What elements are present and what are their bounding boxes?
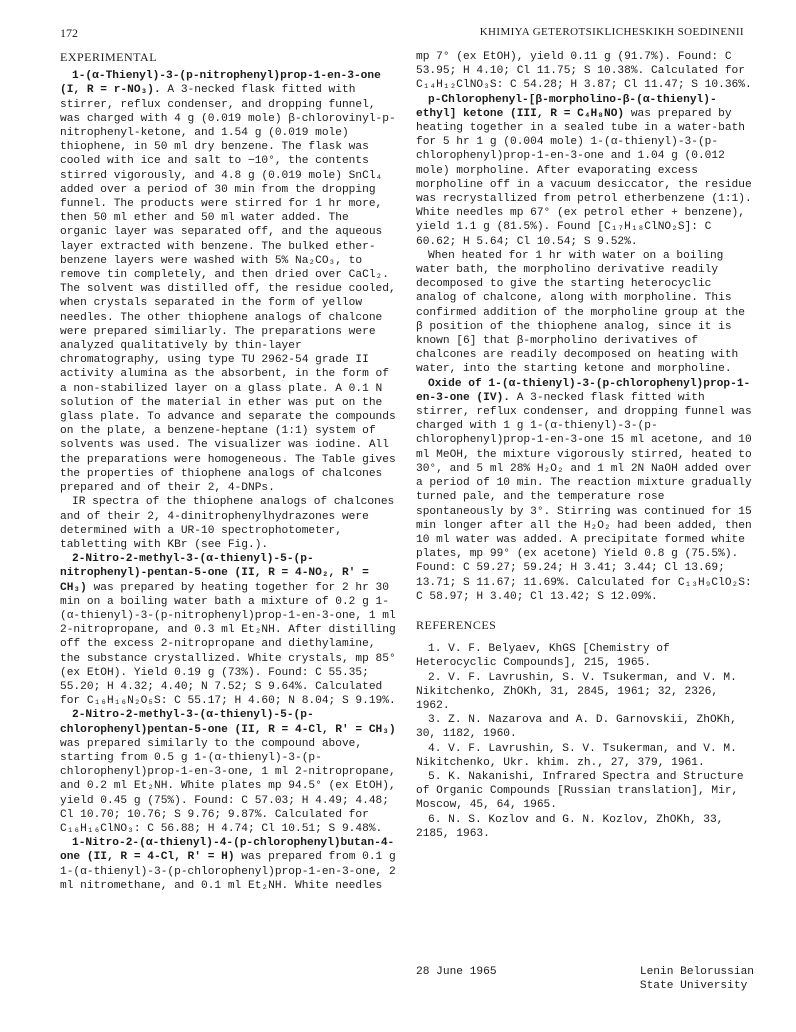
- compound-ii-chloro-text: was prepared similarly to the compound above, starting from 0.5 g 1-(α-thienyl)-3-(p-chlorophenyl)prop-1-en-3-one, 1 ml 2-nitropropane, and 0.2 ml Et₂NH. White plates mp 94.5° (ex EtOH), yield 0.45 g (75%). Found: C 57.03; H 4.49; 4.48; Cl 10.70; 10.76; S 9.76; 9.87%. Calculated for C₁₆H₁₆ClNO₃: C 56.88; H 4.74; Cl 10.51; S 9.48%.: [60, 737, 396, 835]
- affiliation: [640, 965, 754, 993]
- page-number: 172: [60, 26, 78, 40]
- compound-i-title: 1-(α-Thienyl)-3-(p-nitrophenyl)prop-1-en-3-one (I, R = r-NO₃).: [60, 70, 381, 97]
- compound-ii-butanone-title: 1-Nitro-2-(α-thienyl)-4-(p-chlorophenyl)butan-4-one (II, R = 4-Cl, R' = H): [60, 837, 395, 864]
- compound-iii-text: was prepared by heating together in a sealed tube in a water-bath for 5 hr 1 g (0.004 mole) 1-(α-thienyl)-3-(p-chlorophenyl)prop-1-en-3-one and 1.04 g (0.012 mole) morpholine. After evaporating excess morpholine off in a vacuum desiccator, the residue was recrystallized from petrol etherbenzene (1:1). White needles mp 67° (ex petrol ether + benzene), yield 1.1 g (81.5%). Found [C₁₇H₁₈ClNO₂S]: C 60.62; H 5.64; Cl 10.54; S 9.52%.: [416, 107, 752, 248]
- reference-item: 6. N. S. Kozlov and G. N. Kozlov, ZhOKh, 33, 2185, 1963.: [416, 813, 724, 840]
- reference-item: 3. Z. N. Nazarova and A. D. Garnovskii, ZhOKh, 30, 1182, 1960.: [416, 714, 737, 741]
- compound-iv-text: A 3-necked flask fitted with stirrer, reflux condenser, and dropping funnel was charged with 1 g 1-(α-thienyl)-3-(p-chlorophenyl)prop-1-en-3-one 15 ml acetone, and 10 ml MeOH, the mixture vigorously stirred, heated to 30°, and 5 ml 28% H₂O₂ and 1 ml 2N NaOH added over a period of 10 min. The reaction mixture gradually turned pale, and the temperature rose spontaneously by 3°. Stirring was continued for 15 min longer after all the H₂O₂ had been added, then 10 ml water was added. A precipitate formed white plates, mp 99° (ex acetone) Yield 0.8 g (75.5%). Found: C 59.27; 59.24; H 3.41; 3.44; Cl 13.69; 13.71; S 11.67; 11.69%. Calculated for C₁₃H₉ClO₂S: C 58.97; H 3.40; Cl 13.42; S 12.09%.: [416, 391, 752, 603]
- references-list: [416, 642, 754, 841]
- paragraph-compound-ii-chloro: [60, 708, 396, 836]
- received-date: 28 June 1965: [416, 966, 497, 978]
- compound-ii-nitro-title: 2-Nitro-2-methyl-3-(α-thienyl)-5-(p-nitrophenyl)-pentan-5-one (II, R = 4-NO₂, R' = CH₃): [60, 553, 369, 594]
- paragraph-compound-ii-butanone: [60, 836, 396, 893]
- compound-ii-butanone-text: was prepared from 0.1 g 1-(α-thienyl)-3-(p-chlorophenyl)prop-1-en-3-one, 2 ml nitromethane, and 0.1 ml Et₂NH. White needles: [60, 851, 396, 892]
- references-heading: REFERENCES: [416, 617, 497, 632]
- reference-item: 1. V. F. Belyaev, KhGS [Chemistry of Heterocyclic Compounds], 215, 1965.: [416, 643, 670, 670]
- reference-item: 4. V. F. Lavrushin, S. V. Tsukerman, and V. M. Nikitchenko, Ukr. khim. zh., 27, 379, 1961.: [416, 742, 737, 769]
- left-column: [60, 50, 396, 893]
- compound-iii-title: p-Chlorophenyl-[β-morpholino-β-(α-thienyl)-ethyl] ketone (III, R = C₄H₈NO): [416, 93, 717, 120]
- paragraph-compound-i: [60, 69, 396, 495]
- compound-ii-chloro-title: 2-Nitro-2-methyl-3-(α-thienyl)-5-(p-chlorophenyl)pentan-5-one (II, R = 4-Cl, R' = CH₃): [60, 709, 396, 736]
- affiliation-line-2: State University: [639, 980, 748, 993]
- paragraph-compound-ii-nitro: [60, 552, 396, 708]
- reference-item: 5. K. Nakanishi, Infrared Spectra and Structure of Organic Compounds [Russian translation], Mir, Moscow, 45, 64, 1965.: [416, 770, 744, 812]
- reference-item: 2. V. F. Lavrushin, S. V. Tsukerman, and V. M. Nikitchenko, ZhOKh, 31, 2845, 1961; 32, 2326, 1962.: [416, 671, 737, 712]
- paragraph-ir-spectra: IR spectra of the thiophene analogs of chalcones and of their 2, 4-dinitrophenylhydrazones were determined with a UR-10 spectrophotometer, tabletting with KBr (see Fig.).: [60, 496, 395, 551]
- right-column: [416, 50, 754, 841]
- compound-ii-nitro-text: was prepared by heating together for 2 hr 30 min on a boiling water bath a mixture of 0.2 g 1-(α-thienyl)-3-(p-nitrophenyl)prop-1-en-3-one, 1 ml 2-nitropropane, and 0.3 ml Et₂NH. After distilling off the excess 2-nitropropane and diethylamine, the substance crystallized. White crystals, mp 85° (ex EtOH). Yield 0.19 g (73%). Found: C 55.35; 55.20; H 4.32; 4.40; N 7.52; S 9.64%. Calculated for C₁₆H₁₆N₂O₅S: C 55.17; H 4.60; N 8.04; S 9.19%.: [60, 581, 396, 708]
- running-head: KHIMIYA GETEROTSIKLICHESKIKH SOEDINENII: [479, 26, 744, 38]
- compound-i-text: A 3-necked flask fitted with stirrer, reflux condenser, and dropping funnel, was charged with 4 g (0.019 mole) β-chlorovinyl-p-nitrophenyl-ketone, and 1.54 g (0.019 mole) thiophene, in 50 ml dry benzene. The flask was cooled with ice and salt to −10°, the contents stirred vigorously, and 4.8 g (0.019 mole) SnCl₄ added over a period of 30 min from the dropping funnel. The products were stirred for 1 hr more, then 50 ml ether and 50 ml water added. The organic layer was separated off, and the aqueous layer extracted with benzene. The bulked ether-benzene layers were washed with 5% Na₂CO₃, to remove tin completely, and then dried over CaCl₂. The solvent was distilled off, the residue cooled, when crystals separated in the form of yellow needles. The other thiophene analogs of chalcone were prepared similiarly. The preparations were analyzed qualitatively by thin-layer chromatography, using type TU 2962-54 grade II activity alumina as the absorbent, in the form of a non-stabilized layer on a glass plate. A 0.1 N solution of the material in ether was put on the glass plate. To advance and separate the compounds on the plate, a benzene-heptane (1:1) system of solvents was used. The visualizer was iodine. All the preparations were homogeneous. The Table gives the properties of thiophene analogs of chalcones prepared and of their 2, 4-DNPs.: [60, 84, 396, 495]
- paragraph-compound-iii: [416, 93, 754, 249]
- affiliation-line-1: Lenin Belorussian: [639, 966, 754, 978]
- paragraph-morpholino-decomposition: When heated for 1 hr with water on a boiling water bath, the morpholino derivative readily decomposed to give the starting heterocyclic analog of chalcone, along with morpholine. This confirmed addition of the morpholine group at the β position of the thiophene analog, since it is known [6] that β-morpholino derivatives of chalcones are readily decomposed on heating with water, into the starting ketone and morpholine.: [416, 249, 745, 376]
- compound-iv-title: Oxide of 1-(α-thienyl)-3-(p-chlorophenyl)prop-1-en-3-one (IV).: [416, 377, 751, 404]
- paragraph-compound-iv: [416, 377, 754, 604]
- section-heading-experimental: EXPERIMENTAL: [60, 50, 158, 64]
- paragraph-continuation: mp 7° (ex EtOH), yield 0.11 g (91.7%). Found: C 53.95; H 4.10; Cl 11.75; S 10.38%. Calculated for C₁₄H₁₂ClNO₃S: C 54.28; H 3.87; Cl 11.47; S 10.36%.: [416, 51, 752, 92]
